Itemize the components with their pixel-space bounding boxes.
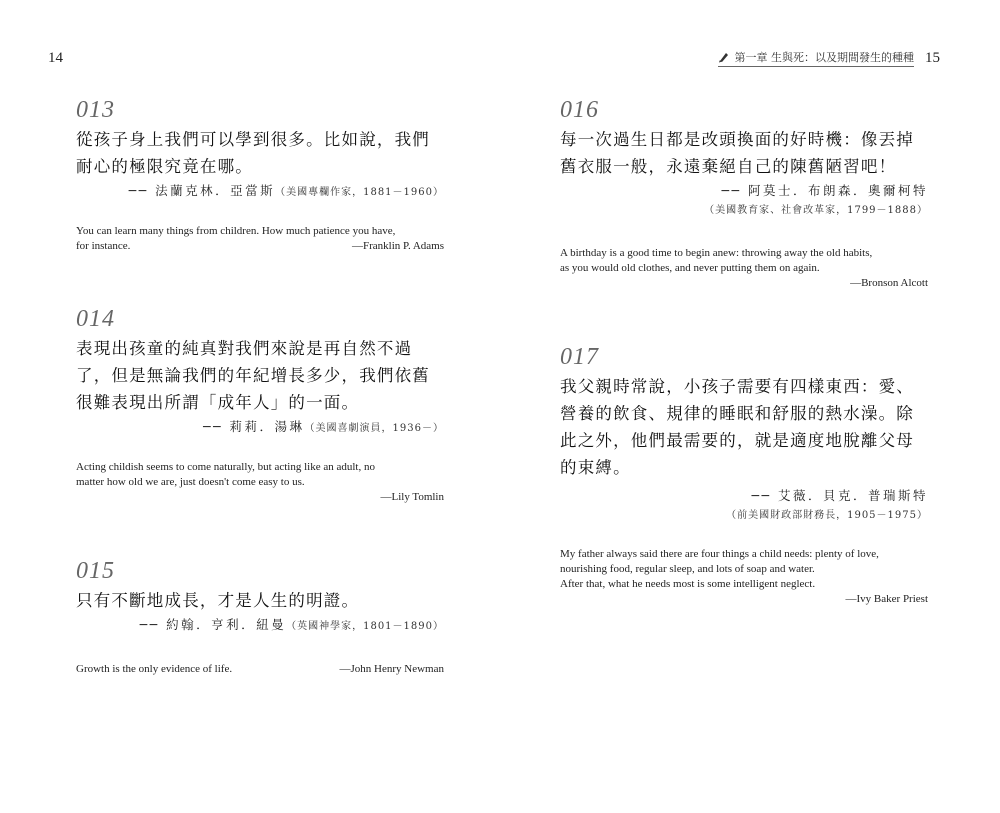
quote-chinese-text: 從孩子身上我們可以學到很多。比如說，我們 耐心的極限究竟在哪。 <box>76 130 430 176</box>
quote-english-author: —Bronson Alcott <box>850 277 928 289</box>
quote-number: 014 <box>76 306 115 332</box>
quote-english-author: —Lily Tomlin <box>380 491 444 503</box>
quote-entry-017 <box>560 345 928 607</box>
quote-chinese-text: 我父親時常說，小孩子需要有四樣東西：愛、 營養的飲食、規律的睡眠和舒服的熱水澡。除 此之外，他們最需要的，就是適度地脫離父母 的束縛。 <box>560 377 914 477</box>
quote-entry-014 <box>76 307 444 505</box>
quote-english-author: —Franklin P. Adams <box>352 240 444 252</box>
quote-chinese-text: 每一次過生日都是改頭換面的好時機：像丟掉 舊衣服一般，永遠棄絕自己的陳舊陋習吧！ <box>560 130 914 176</box>
running-head: 第一章 生與死：以及期間發生的種種 <box>718 49 915 67</box>
quote-chinese-text: 表現出孩童的純真對我們來說是再自然不過 了，但是無論我們的年紀增長多少，我們依舊 很難表現出所謂「成年人」的一面。 <box>76 339 430 412</box>
quote-number: 017 <box>560 344 599 370</box>
quote-chinese-attribution: ── 艾薇．貝克．普瑞斯特 <box>751 488 928 503</box>
quote-number: 016 <box>560 97 599 123</box>
quote-entry-013 <box>76 98 444 254</box>
quote-chinese-attribution-note: （前美國財政部財務長，1905－1975） <box>726 510 928 521</box>
quote-english-author: —John Henry Newman <box>339 663 444 675</box>
page-number-right: 15 <box>925 50 940 66</box>
quote-english-text: A birthday is a good time to begin anew: throwing away the old habits, as you would old clothes, and never putting them on again. —Bronson Alcott <box>560 247 928 289</box>
quote-entry-016 <box>560 98 928 291</box>
quote-chinese-attribution: ── 約翰．亨利．紐曼（英國神學家，1801－1890） <box>139 617 444 632</box>
quote-chinese-attribution: ── 莉莉．湯琳（美國喜劇演員，1936－） <box>203 419 444 434</box>
quote-entry-015 <box>76 559 444 677</box>
quote-english-text: My father always said there are four things a child needs: plenty of love, nourishing food, regular sleep, and lots of soap and water. After that, what he needs most is some intelligent neglect. —Ivy Baker Priest <box>560 548 928 605</box>
pen-icon <box>718 51 730 63</box>
quote-english-text: Growth is the only evidence of life. —John Henry Newman <box>76 663 444 675</box>
page-number-left: 14 <box>48 50 63 66</box>
quote-chinese-attribution: ── 阿莫士．布朗森．奧爾柯特 <box>721 183 928 198</box>
quote-chinese-attribution-note: （美國教育家、社會改革家，1799－1888） <box>704 205 928 216</box>
quote-number: 013 <box>76 97 115 123</box>
quote-english-text: Acting childish seems to come naturally, but acting like an adult, no matter how old we are, just doesn't come easy to us. —Lily Tomlin <box>76 461 444 503</box>
quote-chinese-text: 只有不斷地成長，才是人生的明證。 <box>76 591 360 610</box>
quote-english-author: —Ivy Baker Priest <box>845 593 928 605</box>
quote-number: 015 <box>76 558 115 584</box>
quote-chinese-attribution: ── 法蘭克林．亞當斯（美國專欄作家，1881－1960） <box>128 183 444 198</box>
quote-english-text: You can learn many things from children. How much patience you have, for instance. —Franklin P. Adams <box>76 225 444 252</box>
right-page <box>500 0 1000 813</box>
